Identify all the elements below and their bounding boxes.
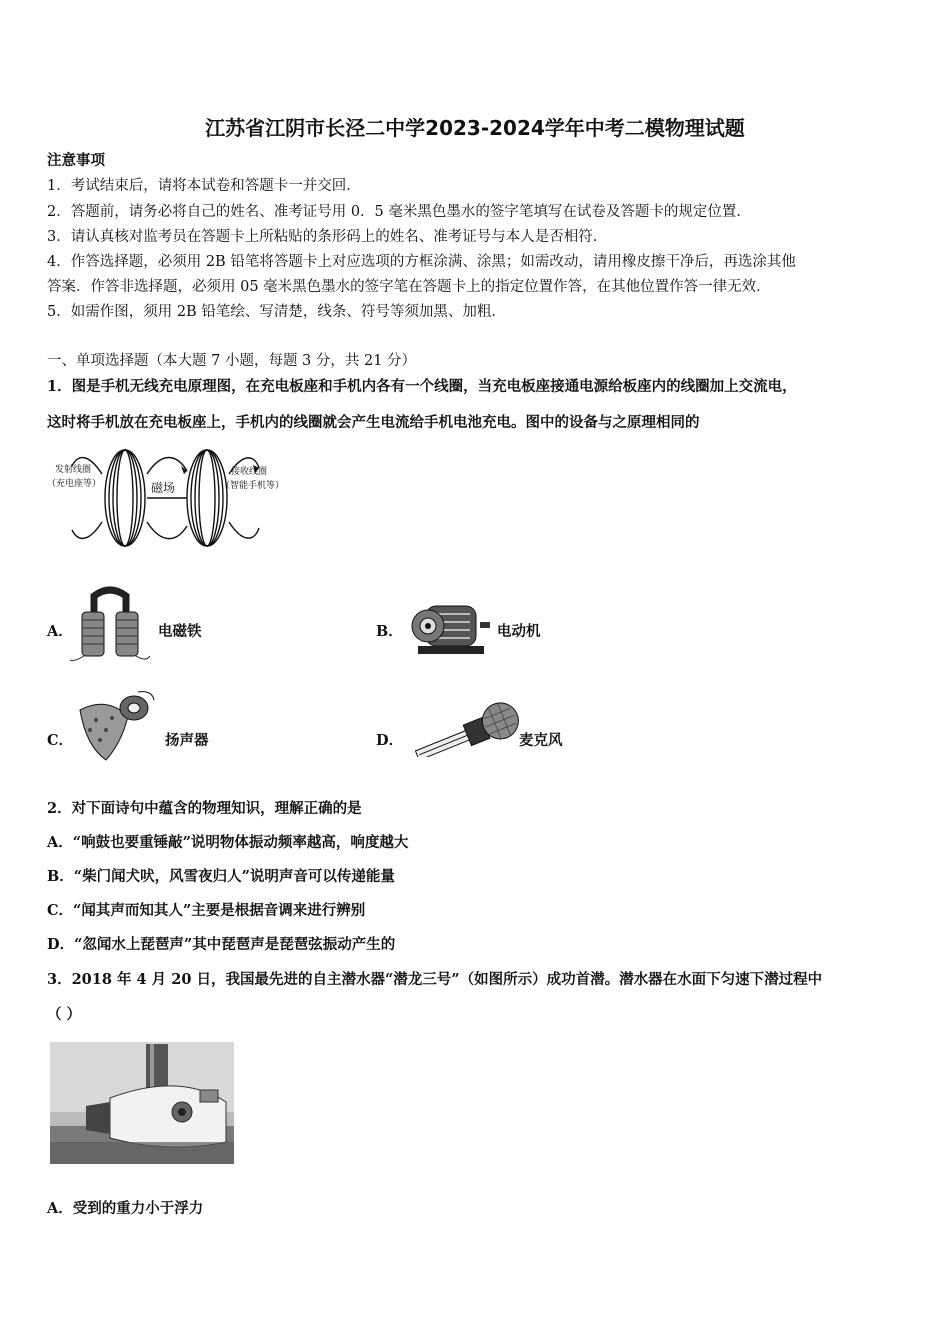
section-heading: 一、单项选择题（本大题 7 小题，每题 3 分，共 21 分） — [47, 353, 417, 369]
transmit-coil-label: 发射线圈 — [55, 465, 92, 475]
notice-item: 4．作答选择题，必须用 2B 铅笔将答题卡上对应选项的方框涂满、涂黑；如需改动，请用橡皮擦干净后，再选涂其他 — [47, 254, 796, 270]
option-c-label: 扬声器 — [165, 732, 209, 749]
question-3-line-1: 3．2018 年 4 月 20 日，我国最先进的自主潜水器“潜龙三号”（如图所示）成功首潜。潜水器在水面下匀速下潜过程中 — [47, 971, 823, 988]
option-d-letter: D． — [376, 732, 404, 749]
notice-heading: 注意事项 — [47, 152, 105, 169]
question-2-option-b: B．“柴门闻犬吠，风雪夜归人”说明声音可以传递能量 — [47, 868, 395, 885]
question-2-option-d: D．“忽闻水上琵琶声”其中琵琶声是琵琶弦振动产生的 — [47, 936, 396, 953]
option-a-label: 电磁铁 — [158, 623, 202, 640]
microphone-image — [408, 697, 520, 757]
option-a-letter: A． — [47, 623, 73, 640]
question-1-line-1: 1．图是手机无线充电原理图，在充电板座和手机内各有一个线圈，当充电板座接通电源给板座内的线圈加上交流电， — [47, 378, 797, 395]
receive-coil-sublabel: （智能手机等） — [221, 481, 285, 491]
electric-motor-image — [408, 596, 490, 662]
notice-item: 1．考试结束后，请将本试卷和答题卡一并交回． — [47, 178, 361, 194]
loudspeaker-image — [76, 690, 156, 762]
question-3-option-a: A．受到的重力小于浮力 — [47, 1200, 204, 1217]
option-b-letter: B． — [376, 623, 403, 640]
submersible-photo — [50, 1042, 234, 1164]
notice-item: 2．答题前，请务必将自己的姓名、准考证号用 0．5 毫米黑色墨水的签字笔填写在试卷及答题卡的规定位置． — [47, 204, 751, 220]
question-3-blank: （ ） — [47, 1006, 82, 1023]
notice-item: 3．请认真核对监考员在答题卡上所粘贴的条形码上的姓名、准考证号与本人是否相符． — [47, 229, 608, 245]
question-2-option-c: C．“闻其声而知其人”主要是根据音调来进行辨别 — [47, 902, 366, 919]
option-d-label: 麦克风 — [519, 732, 563, 749]
transmit-coil-sublabel: （充电座等） — [47, 479, 102, 489]
magnetic-field-label: 磁场 — [151, 481, 176, 495]
option-b-label: 电动机 — [497, 623, 541, 640]
notice-item: 5．如需作图，须用 2B 铅笔绘、写清楚，线条、符号等须加黑、加粗． — [47, 304, 506, 320]
receive-coil-label: 接收线圈 — [231, 467, 268, 477]
question-1-line-2: 这时将手机放在充电板座上，手机内的线圈就会产生电流给手机电池充电。图中的设备与之原理相同的 — [47, 414, 700, 431]
electromagnet-image — [70, 586, 150, 664]
page-title: 江苏省江阴市长泾二中学2023-2024学年中考二模物理试题 — [205, 116, 745, 140]
notice-item: 答案．作答非选择题，必须用 05 毫米黑色墨水的签字笔在答题卡上的指定位置作答，在其他位置作答一律无效． — [47, 279, 771, 295]
question-2-stem: 2．对下面诗句中蕴含的物理知识，理解正确的是 — [47, 800, 362, 817]
option-c-letter: C． — [47, 732, 74, 749]
question-2-option-a: A．“响鼓也要重锤敲”说明物体振动频率越高，响度越大 — [47, 834, 409, 851]
wireless-charging-diagram — [47, 446, 292, 556]
